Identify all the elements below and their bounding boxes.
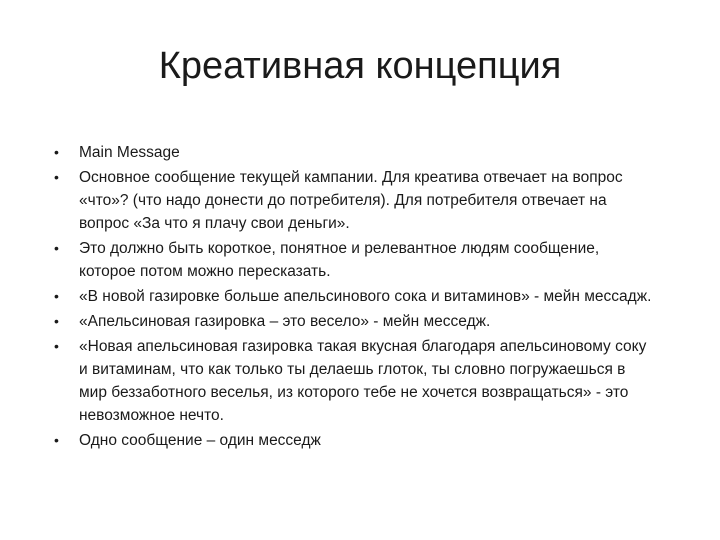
bullet-text: «В новой газировке больше апельсинового сока и витаминов» - мейн мессадж.: [79, 288, 652, 305]
bullet-icon: •: [54, 313, 59, 329]
bullet-item-example-2: [54, 310, 654, 333]
bullet-text: «Новая апельсиновая газировка такая вкусная благодаря апельсиновому соку и витаминам, что как только ты делаешь глоток, ты словно погружаешься в мир беззаботного веселья, из которого тебе не хочется возвращаться» - это невозможное нечто.: [79, 338, 647, 424]
bullet-item-example-1: [54, 285, 654, 308]
bullet-icon: •: [54, 288, 59, 304]
bullet-icon: •: [54, 240, 59, 256]
slide-title: Креативная концепция: [158, 45, 562, 87]
bullet-text: Main Message: [79, 144, 180, 161]
bullet-icon: •: [54, 338, 59, 354]
bullet-item-main-message: [54, 141, 654, 164]
bullet-icon: •: [54, 144, 59, 160]
bullet-item-example-3: [54, 335, 654, 427]
bullet-text: «Апельсиновая газировка – это весело» - мейн месседж.: [79, 313, 491, 330]
bullet-item-rule: [54, 429, 654, 452]
bullet-text: Это должно быть короткое, понятное и релевантное людям сообщение, которое потом можно пересказать.: [79, 240, 600, 280]
bullet-item-definition: [54, 166, 654, 235]
bullet-list: [54, 141, 654, 454]
bullet-icon: •: [54, 169, 59, 185]
bullet-text: Одно сообщение – один месседж: [79, 432, 321, 449]
bullet-item-requirements: [54, 237, 654, 283]
bullet-icon: •: [54, 432, 59, 448]
bullet-text: Основное сообщение текущей кампании. Для креатива отвечает на вопрос «что»? (что надо донести до потребителя). Для потребителя отвечает на вопрос «За что я плачу свои деньги».: [79, 169, 623, 232]
